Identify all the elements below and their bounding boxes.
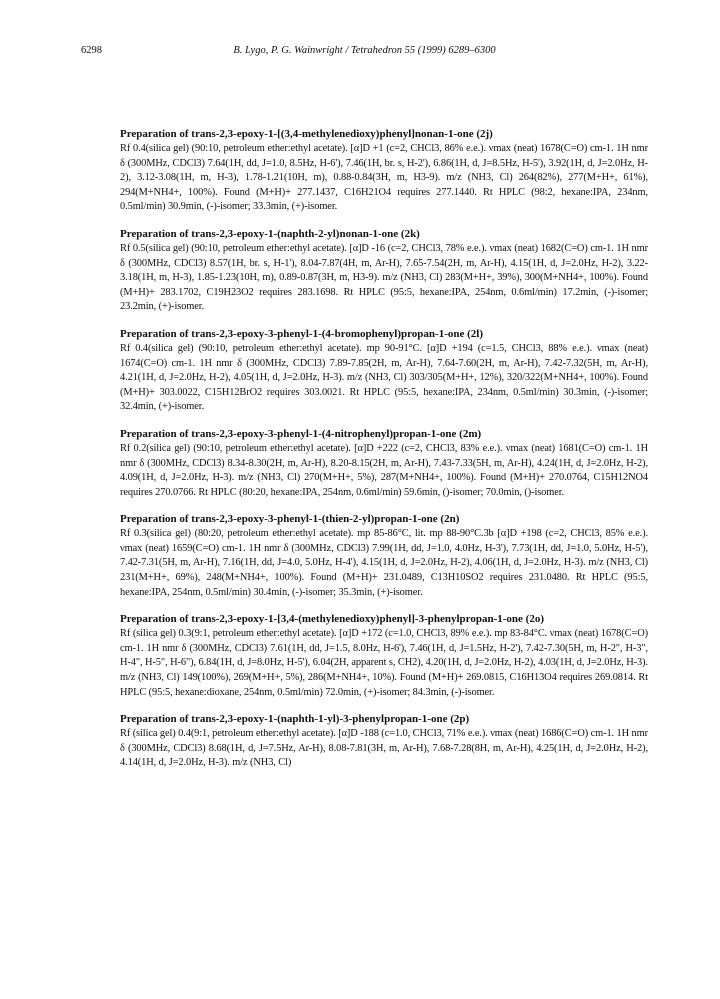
compound-entry-2n (120, 512, 648, 600)
entry-body: Rf (silica gel) 0.4(9:1, petroleum ether:ethyl acetate). [α]D -188 (c=1.0, CHCl3, 71% e.e.). νmax (neat) 1686(C=O) cm-1. 1H nmr δ (300MHz, CDCl3) 8.68(1H, d, J=7.5Hz, Ar-H), 8.08-7.81(3H, m, Ar-H), 7.68-7.28(8H, m, Ar-H), 4.25(1H, d, J=2.0Hz, H-2), 4.14(1H, d, J=2.0Hz, H-3). m/z (NH3, Cl) (120, 728, 648, 769)
entry-title: Preparation of trans-2,3-epoxy-1-(naphth-1-yl)-3-phenylpropan-1-one (2p) (120, 713, 470, 726)
entry-body: Rf 0.5(silica gel) (90:10, petroleum ether:ethyl acetate). [α]D -16 (c=2, CHCl3, 78% e.e.). νmax (neat) 1682(C=O) cm-1. 1H nmr δ (300MHz, CDCl3) 8.57(1H, br. s, H-1'), 8.04-7.87(4H, m, Ar-H), 7.65-7.54(2H, m, Ar-H), 4.15(1H, d, J=2.0Hz, H-2), 3.22-3.18(1H, m, H-3), 1.85-1.23(10H, m), 0.89-0.87(3H, m, H3-9). m/z (NH3, Cl) 283(M+H+, 39%), 300(M+NH4+, 100%). Found (M+H)+ 283.1702, C19H23O2 requires 283.1698. Rt HPLC (95:5, hexane:IPA, 254nm, 0.6ml/min) 17.2min, (-)-isomer; 23.2min, (+)-isomer. (120, 242, 648, 313)
compound-entry-2j (120, 127, 648, 215)
page-number: 6298 (81, 45, 102, 56)
entry-title: Preparation of trans-2,3-epoxy-1-[3,4-(methylenedioxy)phenyl]-3-phenylpropan-1-one (2o) (120, 613, 544, 626)
compound-entry-2k (120, 227, 648, 315)
entry-body: Rf 0.4(silica gel) (90:10, petroleum ether:ethyl acetate). [α]D +1 (c=2, CHCl3, 86% e.e.). νmax (neat) 1678(C=O) cm-1. 1H nmr δ (300MHz, CDCl3) 7.64(1H, dd, J=1.0, 8.5Hz, H-6'), 7.46(1H, br. s, H-2'), 6.86(1H, d, J=8.5Hz, H-5'), 3.92(1H, d, J=2.0Hz, H-2), 3.12-3.08(1H, m, H-3), 1.78-1.21(10H, m), 0.88-0.84(3H, m, H3-9). m/z (NH3, Cl) 264(82%), 277(M+H+, 61%), 294(M+NH4+, 100%). Found (M+H)+ 277.1437, C16H21O4 requires 277.1440. Rt HPLC (98:2, hexane:IPA, 234nm, 0.5ml/min) 30.9min, (-)-isomer; 33.3min, (+)-isomer. (120, 143, 648, 213)
entry-title: Preparation of trans-2,3-epoxy-1-[(3,4-methylenedioxy)phenyl]nonan-1-one (2j) (120, 128, 493, 140)
entry-body: Rf 0.3(silica gel) (80:20, petroleum ether:ethyl acetate). mp 85-86°C, lit. mp 88-90°C.3b [α]D +198 (c=2, CHCl3, 85% e.e.). νmax (neat) 1659(C=O) cm-1. 1H nmr δ (300MHz, CDCl3) 7.99(1H, dd, J=1.0, 4.0Hz, H-3'), 7.73(1H, dd, J=1.0, 5.0Hz, H-5'), 7.42-7.31(5H, m, Ar-H), 7.16(1H, dd, J=4.0, 5.0Hz, H-4'), 4.15(1H, d, J=2.0Hz, H-2), 4.06(1H, d, J=2.0Hz, H-3). m/z (NH3, Cl) 231(M+H+, 69%), 248(M+NH4+, 100%). Found (M+H)+ 231.0489, C13H10SO2 requires 231.0480. Rt HPLC (95:5, hexane:IPA, 254nm, 0.5ml/min) 30.4min, (-)-isomer; 35.3min, (+)-isomer. (120, 528, 648, 598)
entry-title: Preparation of trans-2,3-epoxy-3-phenyl-1-(thien-2-yl)propan-1-one (2n) (120, 513, 460, 526)
experimental-section (120, 127, 648, 783)
entry-title: Preparation of trans-2,3-epoxy-3-phenyl-1-(4-bromophenyl)propan-1-one (2l) (120, 327, 483, 340)
entry-body: Rf 0.2(silica gel) (90:10, petroleum ether:ethyl acetate). [α]D +222 (c=2, CHCl3, 83% e.e.). νmax (neat) 1681(C=O) cm-1. 1H nmr δ (300MHz, CDCl3) 8.34-8.30(2H, m, Ar-H), 8.20-8.15(2H, m, Ar-H), 7.43-7.33(5H, m, Ar-H), 4.24(1H, d, J=2.0Hz, H-2), 4.09(1H, d, J=2.0Hz, H-3). m/z (NH3, Cl) 270(M+H+, 5%), 287(M+NH4+, 100%). Found (M+H)+ 270.0764, C15H12NO4 requires 270.0766. Rt HPLC (80:20, hexane:IPA, 254nm, 0.6ml/min) 59.6min, ()-isomer; 70.0min, ()-isomer. (120, 442, 648, 498)
entry-title: Preparation of trans-2,3-epoxy-3-phenyl-1-(4-nitrophenyl)propan-1-one (2m) (120, 427, 482, 440)
compound-entry-2p (120, 712, 648, 771)
entry-title: Preparation of trans-2,3-epoxy-1-(naphth-2-yl)nonan-1-one (2k) (120, 227, 420, 240)
page-header (81, 45, 648, 61)
compound-entry-2o (120, 612, 648, 700)
compound-entry-2m (120, 427, 648, 500)
compound-entry-2l (120, 327, 648, 415)
running-head: B. Lygo, P. G. Wainwright / Tetrahedron 55 (1999) 6289–6300 (233, 45, 496, 56)
entry-body: Rf 0.4(silica gel) (90:10, petroleum ether:ethyl acetate). mp 90-91°C. [α]D +194 (c=1.5, CHCl3, 88% e.e.). νmax (neat) 1674(C=O) cm-1. 1H nmr δ (300MHz, CDCl3) 7.89-7.85(2H, m, Ar-H), 7.64-7.60(2H, m, Ar-H), 7.42-7.32(5H, m, Ar-H), 4.21(1H, d, J=2.0Hz, H-2), 4.05(1H, d, J=2.0Hz, H-3). m/z (NH3, Cl) 303/305(M+H+, 12%), 320/322(M+NH4+, 100%). Found (M+H)+ 303.0022, C15H12BrO2 requires 303.0021. Rt HPLC (95:5, hexane:IPA, 234nm, 0.5ml/min) 30.3min, (-)-isomer; 32.4min, (+)-isomer. (120, 342, 648, 413)
entry-body: Rf (silica gel) 0.3(9:1, petroleum ether:ethyl acetate). [α]D +172 (c=1.0, CHCl3, 89% e.e.). mp 83-84°C. νmax (neat) 1678(C=O) cm-1. 1H nmr δ (300MHz, CDCl3) 7.61(1H, dd, J=1.5, 8.0Hz, H-6'), 7.46(1H, d, J=1.5Hz, H-2'), 7.42-7.30(5H, m, H-2", H-3", H-4", H-5", H-6"), 6.84(1H, d, J=8.0Hz, H-5'), 6.04(2H, apparent s, CH2), 4.20(1H, d, J=2.0Hz, H-2), 4.03(1H, d, J=2.0Hz, H-3). m/z (NH3, Cl) 149(100%), 269(M+H+, 5%), 286(M+NH4+, 10%). Found (M+H)+ 269.0815, C16H13O4 requires 269.0814. Rt HPLC (95:5, hexane:dioxane, 254nm, 0.5ml/min) 72.0min, (+)-isomer; 84.3min, (-)-isomer. (120, 628, 648, 698)
